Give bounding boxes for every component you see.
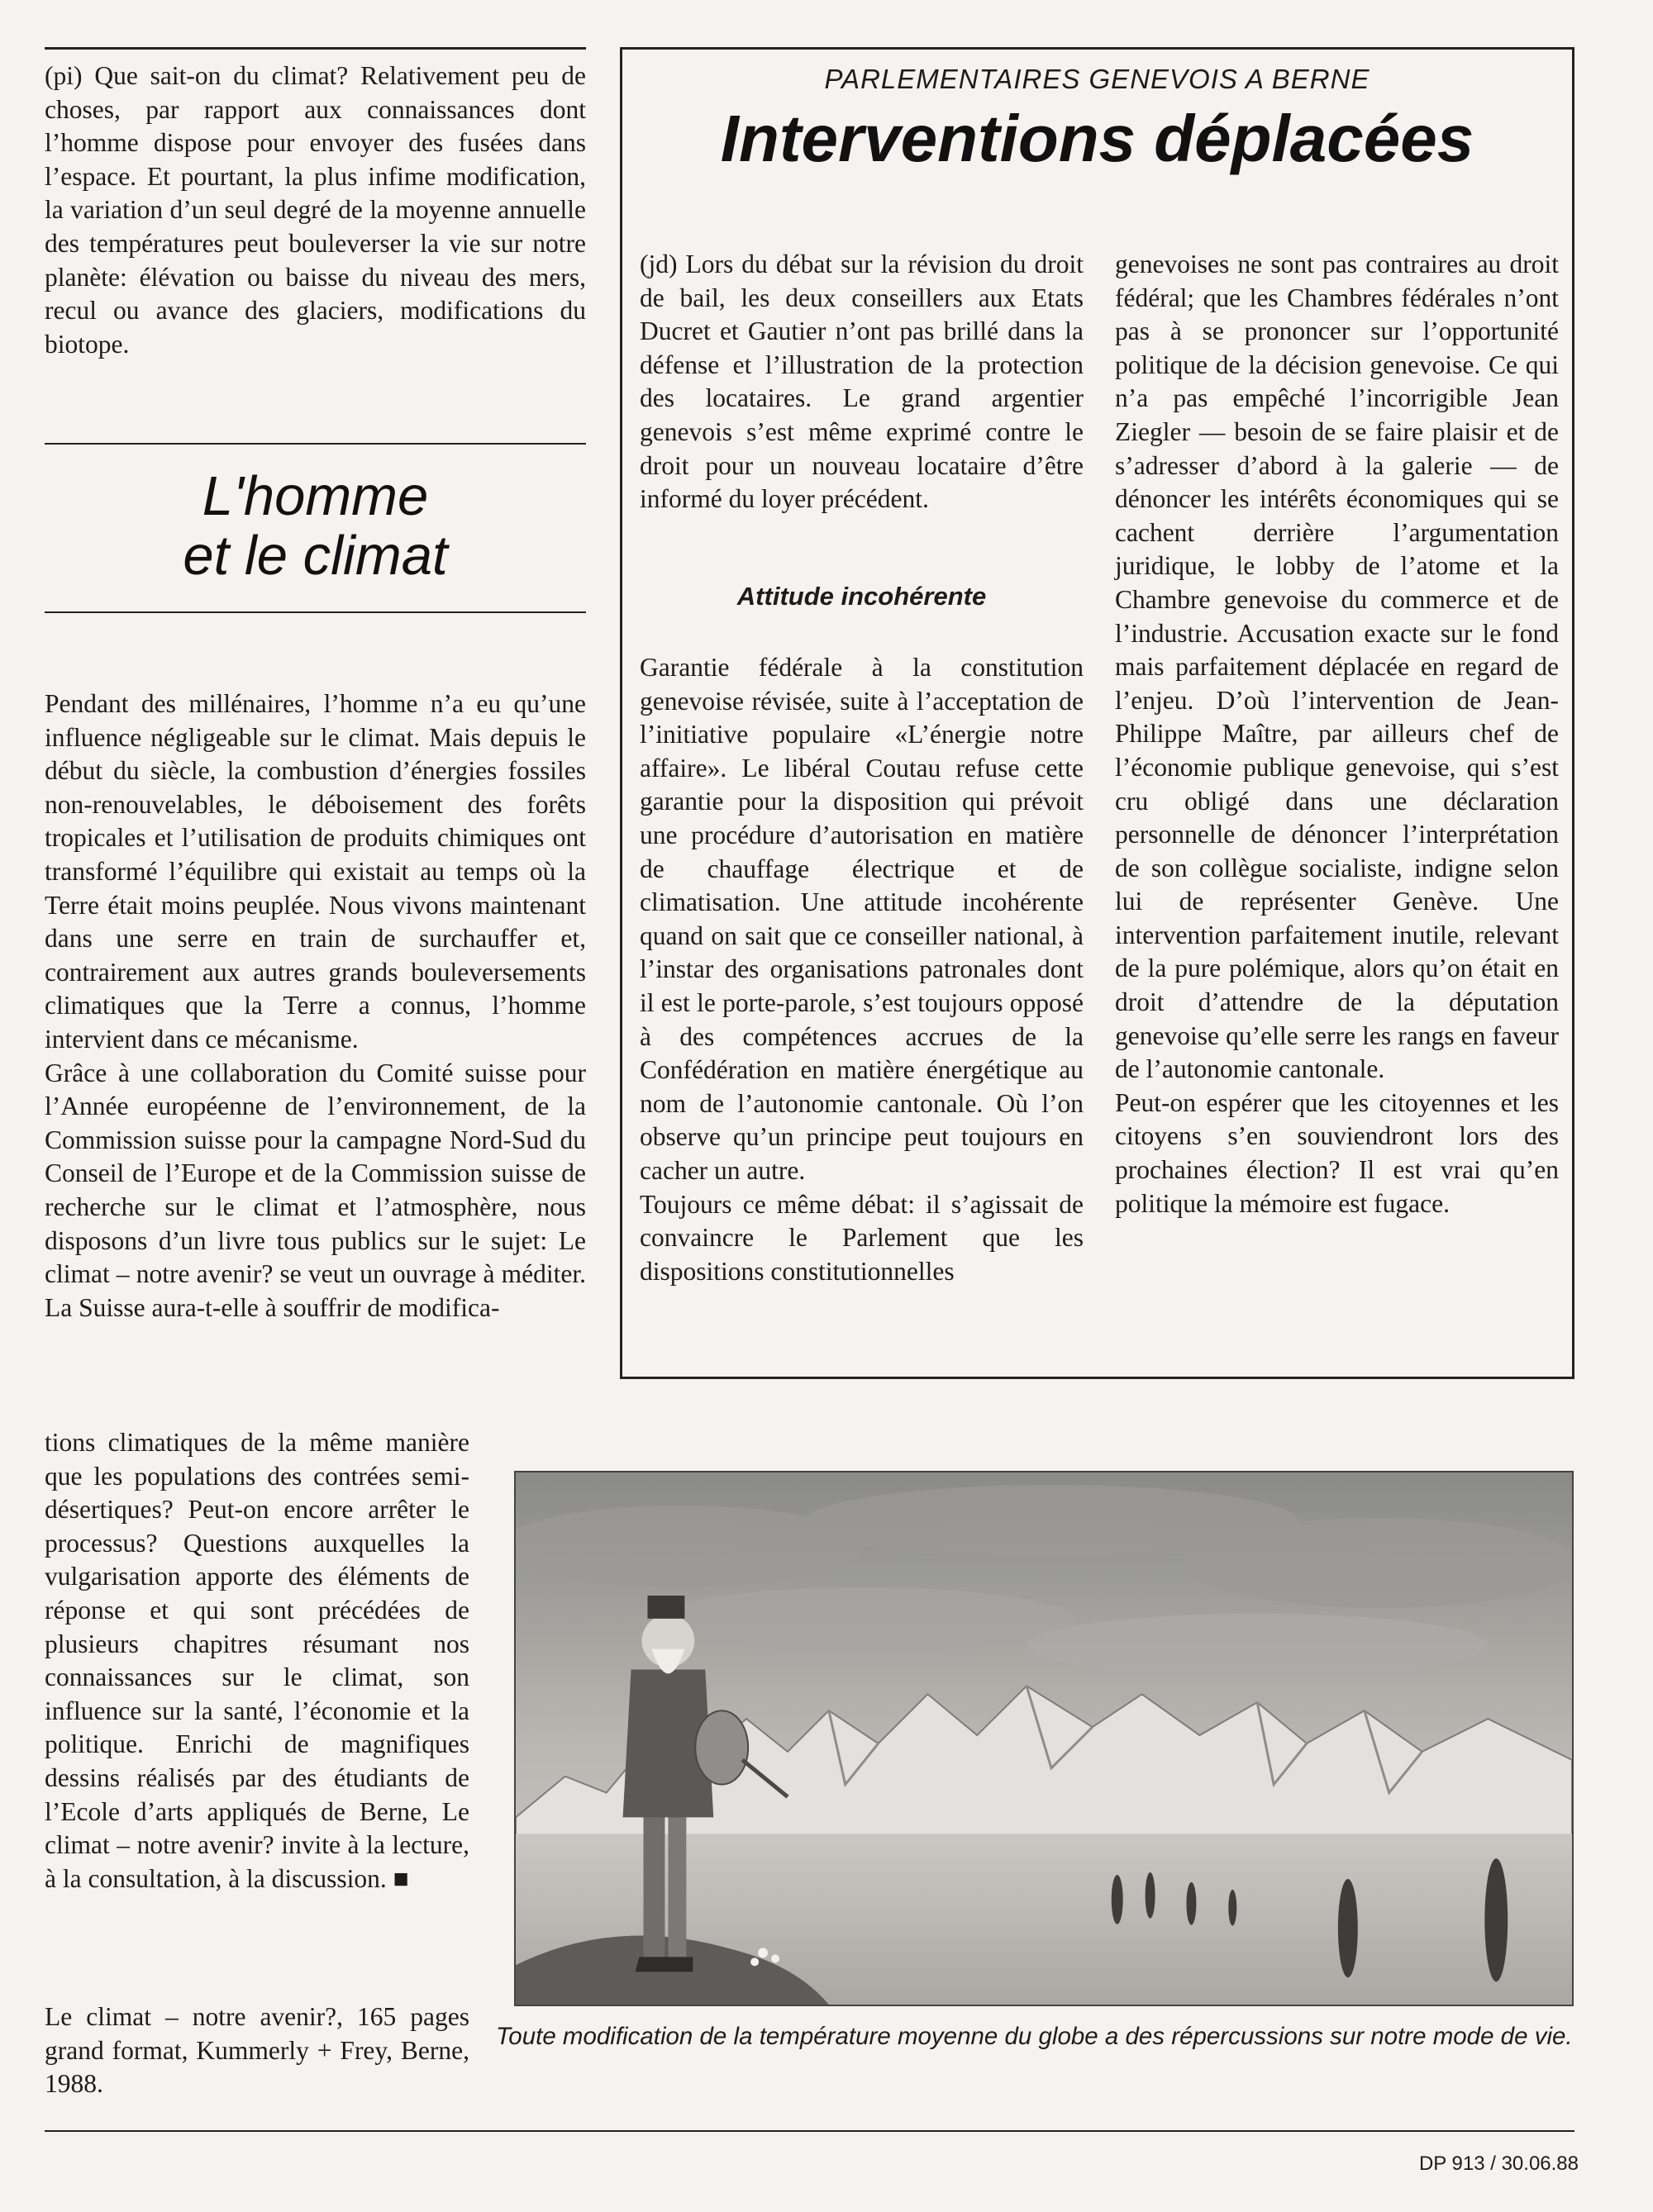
left-title-line2: et le climat	[183, 525, 448, 587]
title-rule-top	[45, 443, 586, 445]
left-paragraph-3: tions climatiques de la même manière que les populations des contrées semi-désertiques? Peut-on encore arrêter le processus? Questions auxquelles la vulgarisation apporte des éléments de réponse et qui sont précédées de plusieurs chapitres résumant nos connaissances sur le climat, son influence sur la santé, l’économie et la politique. Enrichi de magnifiques dessins réalisés par des étudiants de l’Ecole d’arts appliqués de Berne, Le climat – notre avenir? invite à la lecture, à la consultation, à la discussion. ■	[45, 1428, 469, 1893]
top-rule-left	[45, 47, 586, 50]
left-title-line1: L'homme	[202, 465, 429, 527]
right-article-kicker: PARLEMENTAIRES GENEVOIS A BERNE	[824, 64, 1370, 94]
left-article-body-continued	[45, 1426, 469, 1896]
right-column-1-top	[640, 248, 1084, 516]
left-paragraph-1: Pendant des millénaires, l’homme n’a eu qu’une influence négligeable sur le climat. Mais depuis le début du siècle, la combustion d’énergies fossiles non-renouvelables, le déboisement des forêts tropicales et l’utilisation de produits chimiques ont transformé l’équilibre qui existait au temps où la Terre était moins peuplée. Nous vivons maintenant dans une serre en train de surchauffer et, contrairement aux autres grands bouleversements climatiques que la Terre a connus, l’homme intervient dans ce mécanisme.	[45, 689, 586, 1054]
footer-issue-date: DP 913 / 30.06.88	[1418, 2153, 1579, 2175]
left-article-title	[45, 467, 586, 586]
right-subheading: Attitude incohérente	[736, 582, 987, 611]
right-article-title: Interventions déplacées	[720, 102, 1474, 175]
intro-paragraph	[45, 59, 586, 361]
right-column-2	[1115, 248, 1559, 1220]
illustration-drawing	[516, 1472, 1572, 2005]
right-column-1-bottom	[640, 651, 1084, 1288]
illustration-caption: Toute modification de la température moyenne du globe a des répercussions sur notre mode de vie.	[496, 2023, 1573, 2050]
right-paragraph-2: Garantie fédérale à la constitution genevoise révisée, suite à l’acceptation de l’initiative populaire «L’énergie notre affaire». Le libéral Coutau refuse cette garantie pour la disposition qui prévoit une procédure d’autorisation en matière de chauffage électrique et de climatisation. Une attitude incohérente quand on sait que ce conseiller national, à l’instar des organisations patronales dont il est le porte-parole, s’est toujours opposé à des compétences accrues de la Confédération en matière énergétique au nom de l’autonomie cantonale. Où l’on observe qu’un principe peut toujours en cacher un autre.	[640, 653, 1084, 1185]
left-paragraph-2: Grâce à une collaboration du Comité suisse pour l’Année européenne de l’environnement, de la Commission suisse pour la campagne Nord-Sud du Conseil de l’Europe et de la Commission suisse de recherche sur le climat et l’atmosphère, nous disposons d’un livre tous publics sur le sujet: Le climat – notre avenir? se veut un ouvrage à méditer. La Suisse aura-t-elle à souffrir de modifica-	[45, 1058, 586, 1322]
book-reference-text: Le climat – notre avenir?, 165 pages grand format, Kummerly + Frey, Berne, 1988.	[45, 2002, 469, 2099]
bottom-rule	[45, 2130, 1574, 2132]
intro-text: (pi) Que sait-on du climat? Relativement peu de choses, par rapport aux connaissances dont l’homme dispose pour envoyer des fusées dans l’espace. Et pourtant, la plus infime modification, la variation d’un seul degré de la moyenne annuelle des températures peut bouleverser la vie sur notre planète: élévation ou baisse du niveau des mers, recul ou avance des glaciers, modifications du biotope.	[45, 61, 586, 359]
right-paragraph-5: Peut-on espérer que les citoyennes et les citoyens s’en souviendront lors des prochaines élection? Il est vrai qu’en politique la mémoire est fugace.	[1115, 1087, 1559, 1218]
left-article-body	[45, 687, 586, 1325]
title-rule-bottom	[45, 611, 586, 613]
right-paragraph-4: genevoises ne sont pas contraires au droit fédéral; que les Chambres fédérales n’ont pas à se prononcer sur l’opportunité politique de la décision genevoise. Ce qui n’a pas empêché l’incorrigible Jean Ziegler — besoin de se faire plaisir et de s’adresser d’abord à la galerie — de dénoncer les intérêts économiques qui se cachent derrière l’argumentation juridique, le lobby de l’atome et la Chambre genevoise du commerce et de l’industrie. Accusation exacte sur le fond mais parfaitement déplacée en regard de l’enjeu. D’où l’intervention de Jean-Philippe Maître, par ailleurs chef de l’économie publique genevoise, qui s’est cru obligé dans une déclaration personnelle de dénoncer l’interprétation de son collègue socialiste, indigne selon lui de représenter Genève. Une intervention parfaitement inutile, relevant de la pure polémique, alors qu’on était en droit d’attendre de la députation genevoise qu’elle serre les rangs en faveur de l’autonomie cantonale.	[1115, 250, 1559, 1084]
right-paragraph-1: (jd) Lors du débat sur la révision du droit de bail, les deux conseillers aux Etats Ducret et Gautier n’ont pas brillé dans la défense et l’illustration de la protection des locataires. Le grand argentier genevois s’est même exprimé contre le droit pour un nouveau locataire d’être informé du loyer précédent.	[640, 250, 1084, 514]
illustration	[514, 1471, 1574, 2006]
right-paragraph-3: Toujours ce même débat: il s’agissait de convaincre le Parlement que les dispositions constitutionnelles	[640, 1189, 1084, 1286]
book-reference	[45, 2000, 469, 2101]
